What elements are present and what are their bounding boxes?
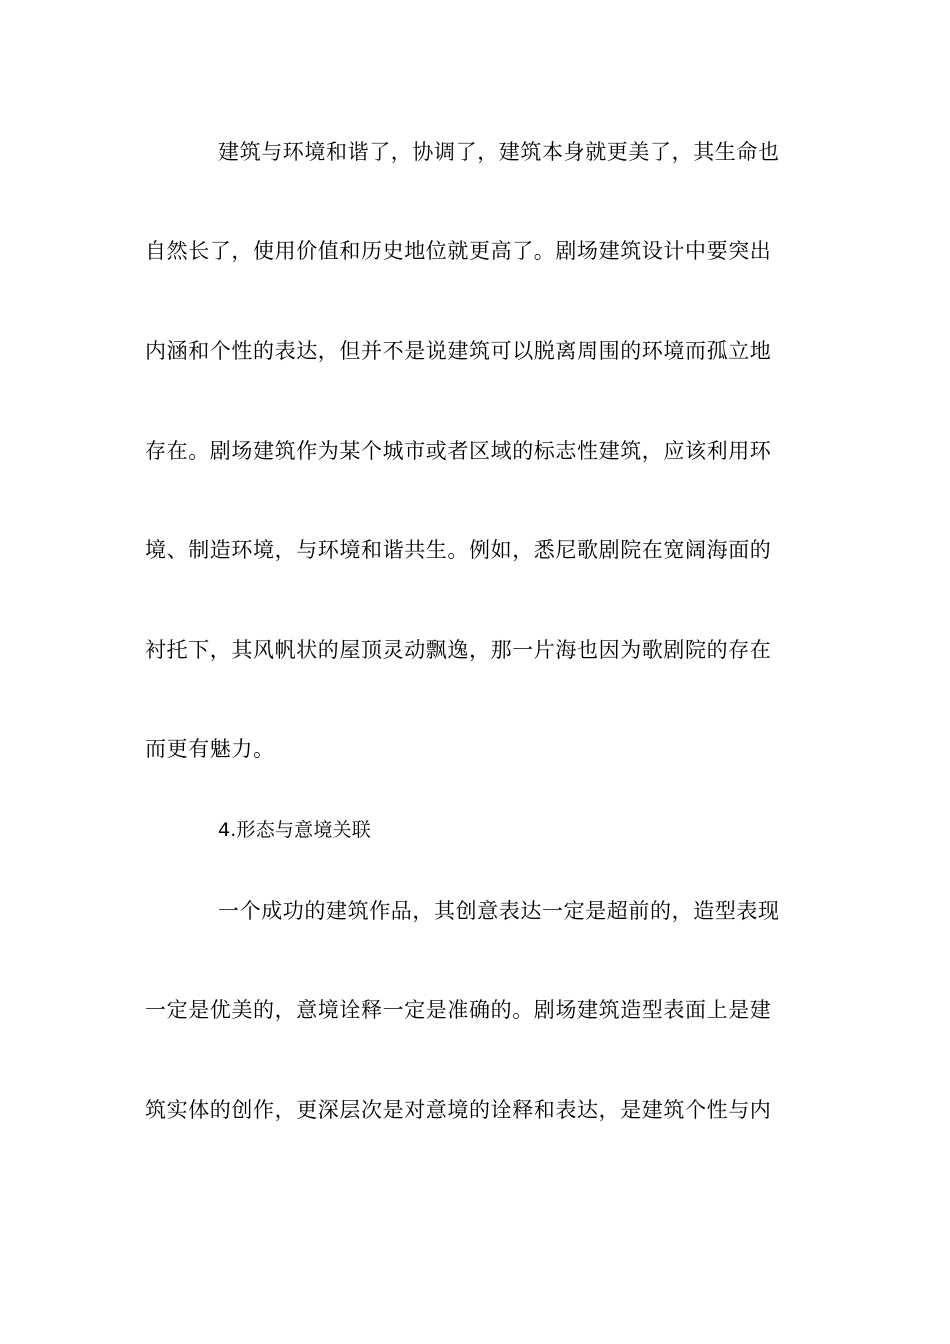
paragraph-line: 境、制造环境，与环境和谐共生。例如，悉尼歌剧院在宽阔海面的	[145, 538, 772, 562]
paragraph-line: 内涵和个性的表达，但并不是说建筑可以脱离周围的环境而孤立地	[145, 339, 772, 363]
paragraph-line: 衬托下，其风帆状的屋顶灵动飘逸，那一片海也因为歌剧院的存在	[145, 638, 772, 662]
paragraph-line: 筑实体的创作，更深层次是对意境的诠释和表达，是建筑个性与内	[145, 1098, 772, 1122]
paragraph-line: 建筑与环境和谐了，协调了，建筑本身就更美了，其生命也	[218, 140, 780, 164]
paragraph-line: 而更有魅力。	[145, 737, 275, 761]
paragraph-line: 一定是优美的，意境诠释一定是准确的。剧场建筑造型表面上是建	[145, 998, 772, 1022]
paragraph-line: 一个成功的建筑作品，其创意表达一定是超前的，造型表现	[218, 899, 780, 923]
paragraph-line: 自然长了，使用价值和历史地位就更高了。剧场建筑设计中要突出	[145, 239, 772, 263]
section-heading: 4.形态与意境关联	[218, 819, 371, 841]
paragraph-line: 存在。剧场建筑作为某个城市或者区域的标志性建筑，应该利用环	[145, 439, 772, 463]
